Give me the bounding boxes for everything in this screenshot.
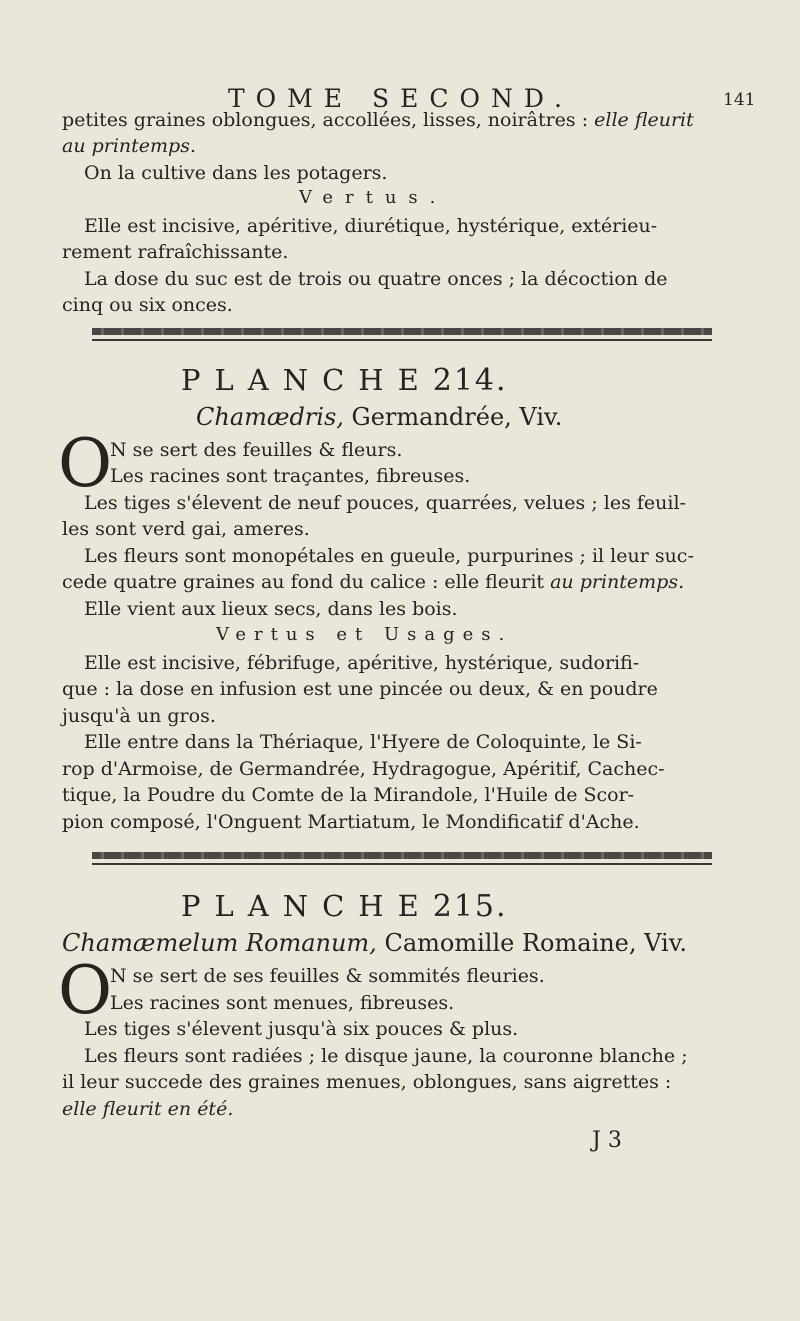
paragraph-line: cinq ou six onces. xyxy=(62,294,233,316)
paragraph-line: Les tiges s'élevent de neuf pouces, quarrées, velues ; les feuil- xyxy=(84,492,686,514)
section-heading-vertus: Vertus. xyxy=(299,187,448,208)
italic-text: au printemps. xyxy=(62,135,197,157)
paragraph-line: rement rafraîchissante. xyxy=(62,241,289,263)
common-name: Camomille Romaine, Viv. xyxy=(384,929,688,957)
plate-title xyxy=(181,363,508,398)
paragraph-line: pion composé, l'Onguent Martiatum, le Mondificatif d'Ache. xyxy=(62,811,640,833)
paragraph-line: Les fleurs sont monopétales en gueule, purpurines ; il leur suc- xyxy=(84,545,694,567)
paragraph-line: rop d'Armoise, de Germandrée, Hydragogue, Apéritif, Cachec- xyxy=(62,758,665,780)
paragraph-line: N se sert de ses feuilles & sommités fleuries. xyxy=(110,965,545,987)
plant-name xyxy=(196,403,562,431)
paragraph-line: il leur succede des graines menues, oblongues, sans aigrettes : xyxy=(62,1071,672,1093)
italic-text: au printemps. xyxy=(550,571,685,593)
plant-name xyxy=(62,929,687,957)
paragraph-line: La dose du suc est de trois ou quatre onces ; la décoction de xyxy=(84,268,668,290)
paragraph-line: tique, la Poudre du Comte de la Mirandole, l'Huile de Scor- xyxy=(62,784,635,806)
paragraph-line: Elle est incisive, fébrifuge, apéritive, hystérique, sudorifi- xyxy=(84,652,640,674)
plate-label: PLANCHE xyxy=(181,363,433,397)
paragraph-line: Elle est incisive, apéritive, diurétique, hystérique, extérieu- xyxy=(84,215,658,237)
plate-title xyxy=(181,889,508,924)
italic-text: elle fleurit en été. xyxy=(62,1098,234,1120)
paragraph-line xyxy=(62,570,684,594)
section-heading-vertus-usages: Vertus et Usages. xyxy=(216,624,513,645)
paragraph-line: Elle vient aux lieux secs, dans les bois. xyxy=(84,598,458,620)
paragraph-line: jusqu'à un gros. xyxy=(62,705,216,727)
paragraph-line: Les fleurs sont radiées ; le disque jaune, la couronne blanche ; xyxy=(84,1045,688,1067)
drop-cap: O xyxy=(58,425,113,502)
paragraph-line: Elle entre dans la Thériaque, l'Hyere de Coloquinte, le Si- xyxy=(84,731,642,753)
divider xyxy=(92,863,712,865)
ornamental-rule xyxy=(92,852,712,859)
ornamental-rule xyxy=(92,328,712,335)
signature-mark: J 3 xyxy=(592,1128,622,1153)
italic-text: elle fleurit xyxy=(594,109,694,131)
running-title: TOME SECOND. xyxy=(228,84,573,113)
plate-number: 214. xyxy=(432,363,508,398)
latin-name: Chamæmelum Romanum, xyxy=(62,929,377,957)
paragraph-line: Les tiges s'élevent jusqu'à six pouces & plus. xyxy=(84,1018,519,1040)
paragraph-line: On la cultive dans les potagers. xyxy=(84,162,388,184)
paragraph-line: N se sert des feuilles & fleurs. xyxy=(110,439,403,461)
plate-label: PLANCHE xyxy=(181,889,433,923)
paragraph-line: Les racines sont menues, fibreuses. xyxy=(110,992,455,1014)
paragraph-line: les sont verd gai, ameres. xyxy=(62,518,310,540)
page-number: 141 xyxy=(723,90,756,110)
paragraph-line: Les racines sont traçantes, fibreuses. xyxy=(110,465,471,487)
paragraph-line xyxy=(62,108,694,132)
text-line: cede quatre graines au fond du calice : elle fleurit xyxy=(62,571,551,593)
drop-cap: O xyxy=(58,952,113,1029)
text-line: petites graines oblongues, accollées, lisses, noirâtres : xyxy=(62,109,595,131)
latin-name: Chamædris, xyxy=(196,403,344,431)
paragraph-line: que : la dose en infusion est une pincée ou deux, & en poudre xyxy=(62,678,658,700)
divider xyxy=(92,339,712,341)
plate-number: 215. xyxy=(432,889,508,924)
common-name: Germandrée, Viv. xyxy=(351,403,563,431)
